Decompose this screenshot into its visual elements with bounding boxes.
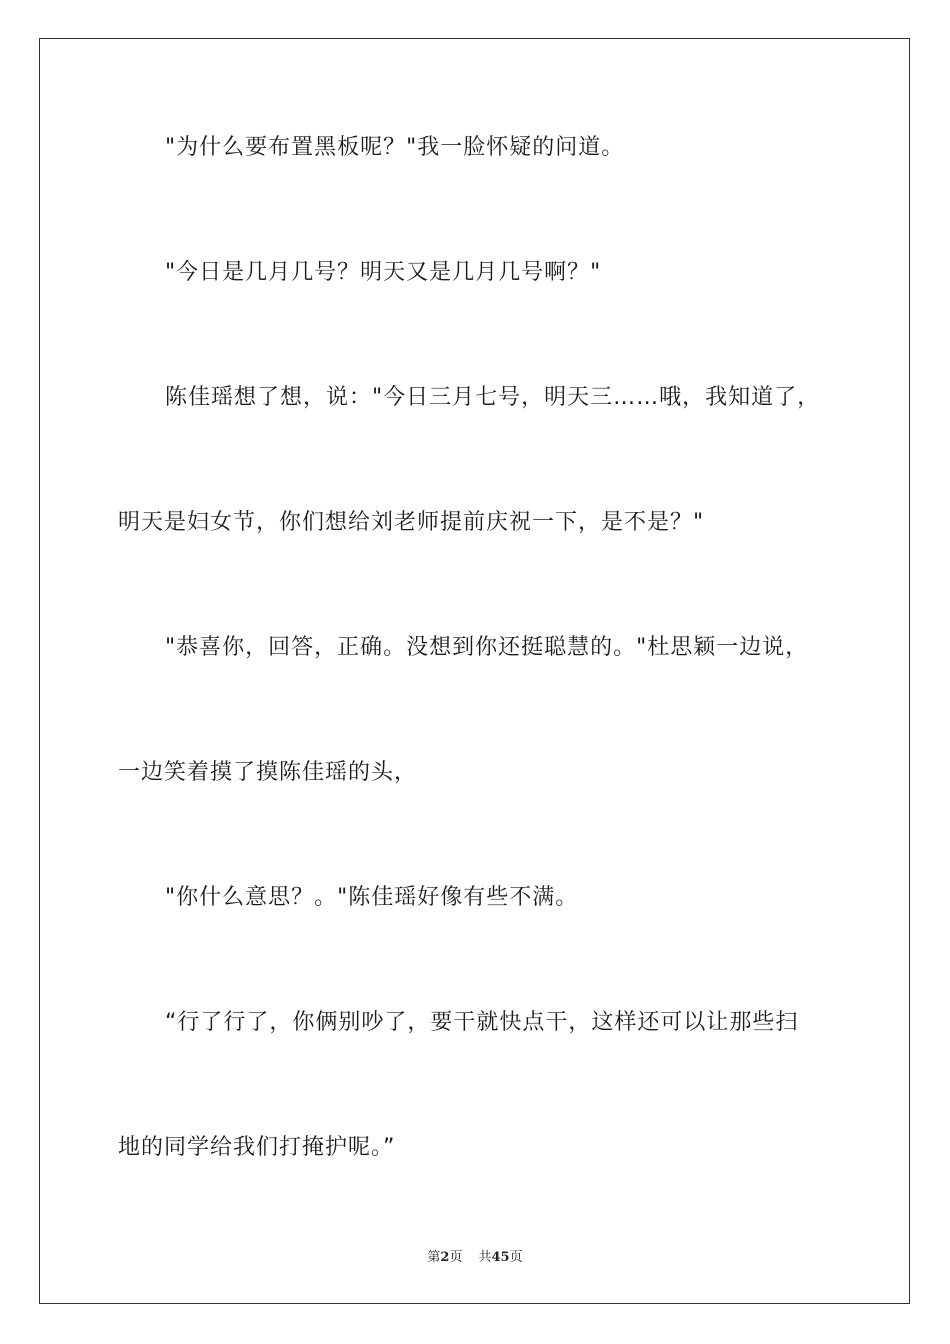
page-suffix: 页 <box>449 1250 463 1265</box>
total-pages: 45 <box>491 1250 510 1265</box>
page-border <box>39 38 910 1304</box>
page-footer <box>0 1246 950 1265</box>
paragraph-line: "为什么要布置黑板呢？"我一脸怀疑的问道。 <box>165 135 625 160</box>
total-suffix: 页 <box>509 1250 523 1265</box>
paragraph-line: "今日是几月几号？明天又是几月几号啊？" <box>165 260 602 285</box>
paragraph-line: "恭喜你，回答，正确。没想到你还挺聪慧的。"杜思颖一边说， <box>165 635 809 660</box>
paragraph-line: 一边笑着摸了摸陈佳瑶的头， <box>118 760 418 785</box>
total-prefix: 共 <box>478 1250 492 1265</box>
paragraph-line: 明天是妇女节，你们想给刘老师提前庆祝一下，是不是？" <box>118 510 705 535</box>
page-prefix: 第 <box>427 1250 441 1265</box>
paragraph-line: 地的同学给我们打掩护呢。” <box>118 1135 396 1160</box>
paragraph-line: 陈佳瑶想了想，说："今日三月七号，明天三……哦，我知道了， <box>165 385 821 410</box>
page-number: 2 <box>440 1250 450 1265</box>
paragraph-line: “行了行了，你俩别吵了，要干就快点干，这样还可以让那些扫 <box>165 1010 799 1035</box>
paragraph-line: "你什么意思？。"陈佳瑶好像有些不满。 <box>165 885 579 910</box>
